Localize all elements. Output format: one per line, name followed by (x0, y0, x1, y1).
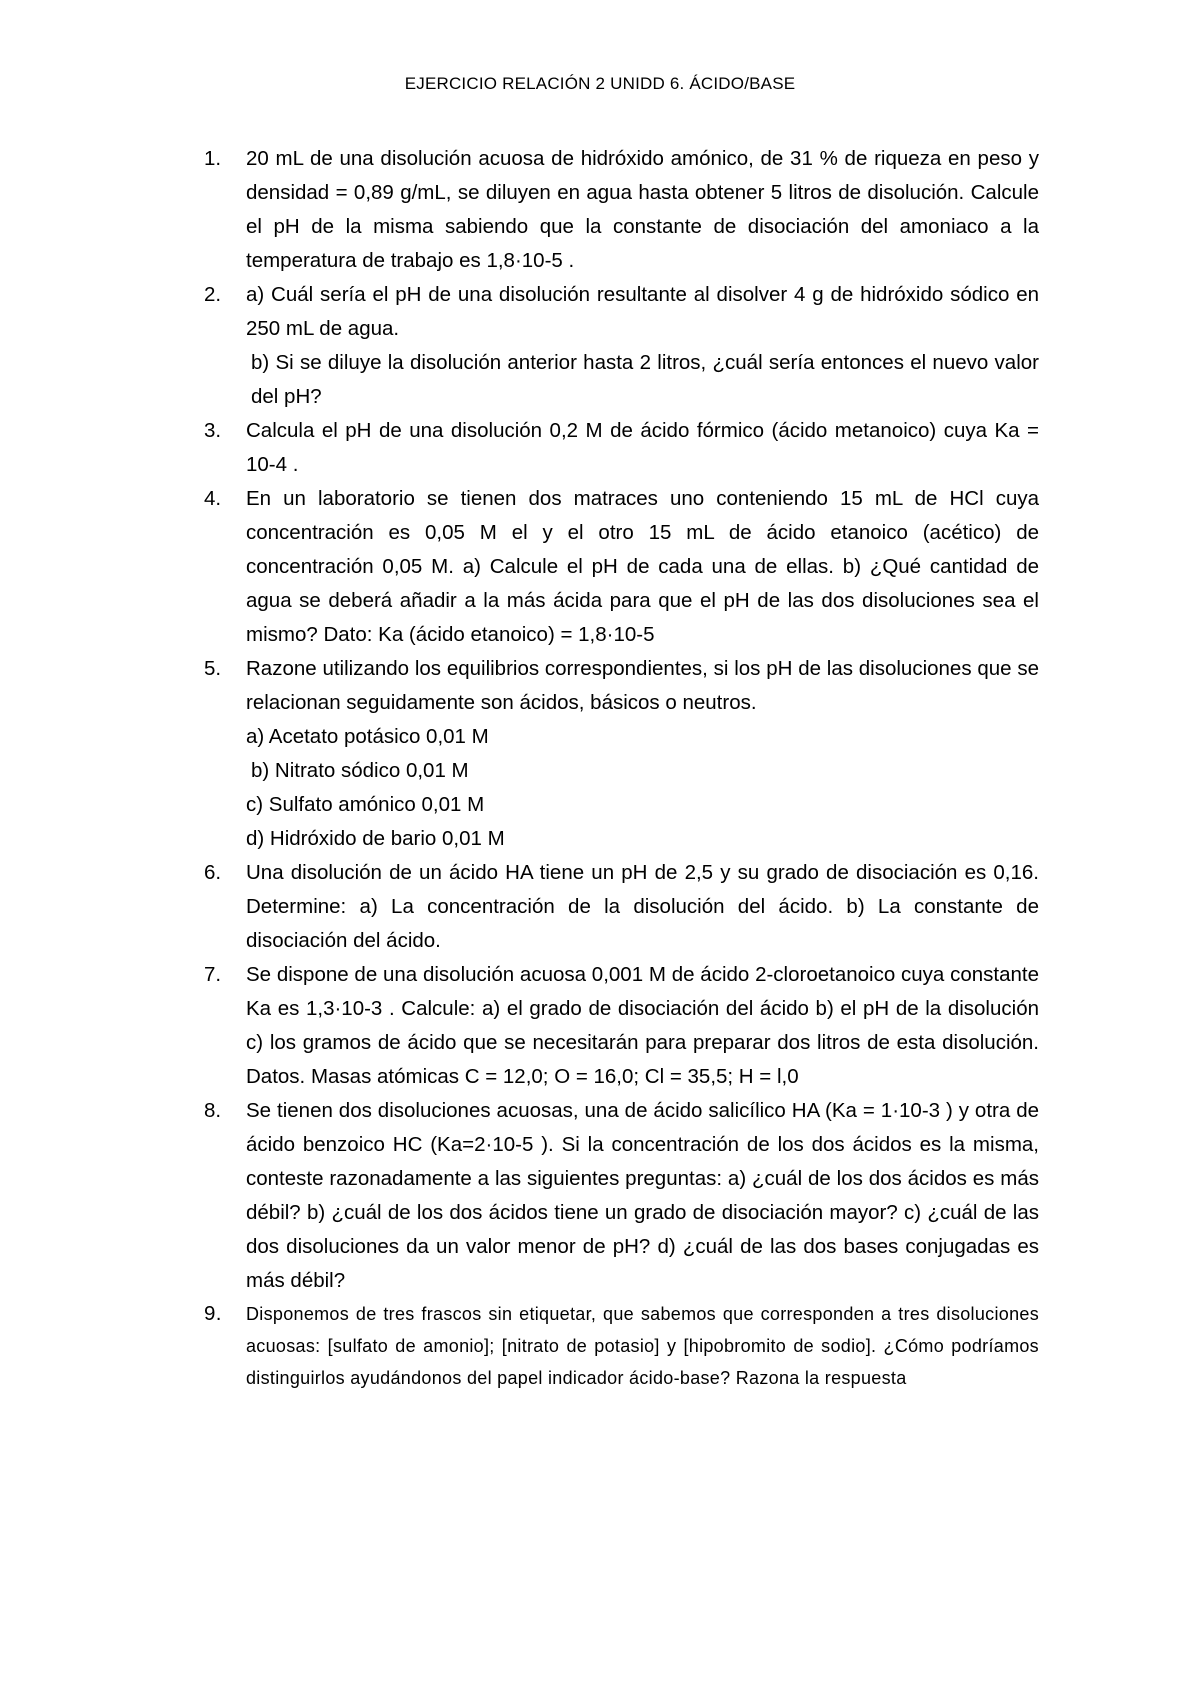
exercise-8 (196, 1094, 1039, 1298)
exercise-text: En un laboratorio se tienen dos matraces uno conteniendo 15 mL de HCl cuya concentración es 0,05 M el y el otro 15 mL de ácido etanoico (acético) de concentración 0,05 M. a) Calcule el pH de cada una de ellas. b) ¿Qué cantidad de agua se deberá añadir a la más ácida para que el pH de las dos disoluciones sea el mismo? Dato: Ka (ácido etanoico) = 1,8·10-5 (246, 487, 1039, 646)
exercise-number: 3. (204, 419, 222, 442)
exercise-number: 5. (204, 657, 222, 680)
exercise-number: 9. (204, 1302, 222, 1325)
document-title: EJERCICIO RELACIÓN 2 UNIDD 6. ÁCIDO/BASE (404, 74, 796, 93)
exercise-text-part-b: b) Si se diluye la disolución anterior hasta 2 litros, ¿cuál sería entonces el nuevo valor del pH? (251, 351, 1039, 408)
exercise-text: Razone utilizando los equilibrios correspondientes, si los pH de las disoluciones que se relacionan seguidamente son ácidos, básicos o neutros. (246, 657, 1039, 714)
exercise-text: Disponemos de tres frascos sin etiquetar, que sabemos que corresponden a tres disoluciones acuosas: [sulfato de amonio]; [nitrato de potasio] y [hipobromito de sodio]. ¿Cómo podríamos distinguirlos ayudándonos del papel indicador ácido-base? Razona la respuesta (246, 1304, 1039, 1388)
exercise-list (196, 142, 1039, 1394)
exercise-text-part-a: a) Cuál sería el pH de una disolución resultante al disolver 4 g de hidróxido sódico en 250 mL de agua. (246, 283, 1039, 340)
exercise-text: Calcula el pH de una disolución 0,2 M de ácido fórmico (ácido metanoico) cuya Ka = 10-4 . (246, 419, 1039, 476)
exercise-number: 8. (204, 1099, 222, 1122)
exercise-6 (196, 856, 1039, 958)
exercise-number: 4. (204, 487, 222, 510)
exercise-subitem: a) Acetato potásico 0,01 M (246, 725, 489, 748)
exercise-4 (196, 482, 1039, 652)
exercise-subitem: d) Hidróxido de bario 0,01 M (246, 827, 505, 850)
exercise-9 (196, 1298, 1039, 1394)
exercise-text: Una disolución de un ácido HA tiene un pH de 2,5 y su grado de disociación es 0,16. Determine: a) La concentración de la disolución del ácido. b) La constante de disociación del ácido. (246, 861, 1039, 952)
exercise-number: 7. (204, 963, 222, 986)
exercise-text: 20 mL de una disolución acuosa de hidróxido amónico, de 31 % de riqueza en peso y densidad = 0,89 g/mL, se diluyen en agua hasta obtener 5 litros de disolución. Calcule el pH de la misma sabiendo que la constante de disociación del amoniaco a la temperatura de trabajo es 1,8·10-5 . (246, 147, 1039, 272)
exercise-number: 1. (204, 147, 222, 170)
exercise-2 (196, 278, 1039, 414)
exercise-subitem: c) Sulfato amónico 0,01 M (246, 793, 485, 816)
exercise-1 (196, 142, 1039, 278)
exercise-text: Se dispone de una disolución acuosa 0,001 M de ácido 2-cloroetanoico cuya constante Ka es 1,3·10-3 . Calcule: a) el grado de disociación del ácido b) el pH de la disolución c) los gramos de ácido que se necesitarán para preparar dos litros de esta disolución. Datos. Masas atómicas C = 12,0; O = 16,0; Cl = 35,5; H = l,0 (246, 963, 1039, 1088)
exercise-5 (196, 652, 1039, 856)
exercise-text: Se tienen dos disoluciones acuosas, una de ácido salicílico HA (Ka = 1·10-3 ) y otra de ácido benzoico HC (Ka=2·10-5 ). Si la concentración de los dos ácidos es la misma, conteste razonadamente a las siguientes preguntas: a) ¿cuál de los dos ácidos es más débil? b) ¿cuál de los dos ácidos tiene un grado de disociación mayor? c) ¿cuál de las dos disoluciones da un valor menor de pH? d) ¿cuál de las dos bases conjugadas es más débil? (246, 1099, 1039, 1292)
exercise-7 (196, 958, 1039, 1094)
exercise-subitem: b) Nitrato sódico 0,01 M (251, 759, 469, 782)
exercise-number: 6. (204, 861, 222, 884)
exercise-3 (196, 414, 1039, 482)
exercise-number: 2. (204, 283, 222, 306)
